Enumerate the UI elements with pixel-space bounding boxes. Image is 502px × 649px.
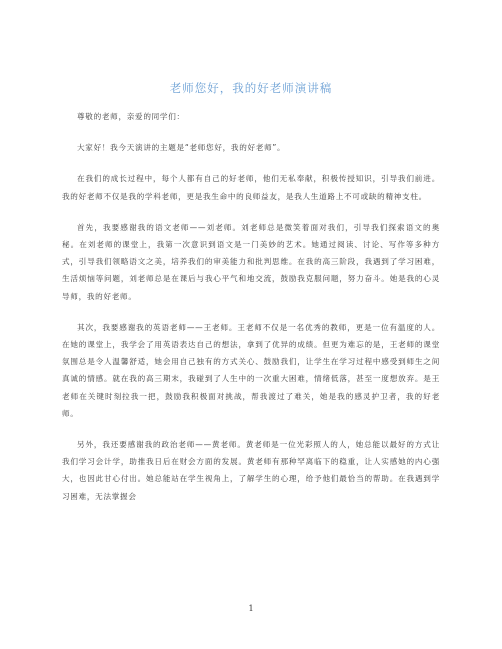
intro-paragraph: 在我们的成长过程中，每个人都有自己的好老师，他们无私奉献，积极传授知识，引导我们前进。我的好老师不仅是我的学科老师，更是我生命中的良师益友，是我人生道路上不可或缺的精神支柱。 — [62, 174, 440, 201]
page-number: 1 — [248, 604, 254, 613]
english-teacher-paragraph: 其次，我要感谢我的英语老师——王老师。王老师不仅是一名优秀的教师，更是一位有温度的人。在她的课堂上，我学会了用英语表达自己的想法，拿到了优异的成绩。但更为难忘的是，王老师的课堂氛围总是令人温馨舒适，她会用自己独有的方式关心、鼓励我们，让学生在学习过程中感受到师生之间真诚的情感。就在我的高三期末，我碰到了人生中的一次重大困难，情绪低落，甚至一度想放弃。是王老师在关键时刻拉我一把，鼓励我积极面对挑战，帮我渡过了难关，她是我的感灵护卫者，我的好老师。 — [62, 322, 440, 418]
salutation-paragraph: 尊敬的老师，亲爱的同学们： — [77, 112, 185, 121]
politics-teacher-paragraph: 另外，我还要感谢我的政治老师——黄老师。黄老师是一位光彩照人的人，她总能以最好的方式让我们学习会计学，助推我日后在财会方面的发展。黄老师有那种罕离临下的稳重，让人实感她的内心强大，也因此甘心付出。她总能站在学生视角上，了解学生的心理，给予他们最恰当的帮助。在我遇到学习困难，无法掌握会 — [62, 440, 440, 501]
chinese-teacher-paragraph: 首先，我要感谢我的语文老师——刘老师。刘老师总是微笑着面对我们，引导我们探索语文的奥秘。在刘老师的课堂上，我第一次意识到语文是一门美妙的艺术。她通过阅读、讨论、写作等多种方式，引导我们领略语文之美，培养我们的审美能力和批判思维。在我的高三阶段，我遇到了学习困难，生活烦恼等问题，刘老师总是在课后与我心平气和地交流，鼓励我克服问题，努力奋斗。她是我的心灵导师，我的好老师。 — [62, 222, 440, 301]
document-title: 老师您好，我的好老师演讲稿 — [169, 81, 333, 95]
greeting-paragraph: 大家好！我今天演讲的主题是“老师您好，我的好老师”。 — [77, 143, 286, 153]
document-body — [62, 108, 440, 519]
